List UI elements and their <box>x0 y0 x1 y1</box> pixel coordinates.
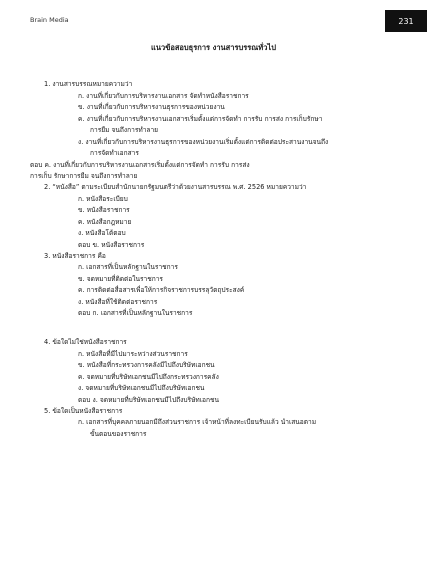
option-continuation: การยืม จนถึงการทำลาย <box>90 126 159 134</box>
question-5: 5. ข้อใดเป็นหนังสือราชการ <box>44 406 123 415</box>
page-title: แนวข้อสอบธุรการ งานสารบรรณทั่วไป <box>151 43 276 52</box>
question-list <box>30 78 394 439</box>
answer: ตอบ ง. จดหมายที่บริษัทเอกชนมีไปถึงบริษัทเอกชน <box>78 395 219 404</box>
option-continuation: ขั้นตอนของราชการ <box>90 429 147 438</box>
question-1: 1. งานสารบรรณหมายความว่า <box>44 80 133 88</box>
answer: ตอบ ค. งานที่เกี่ยวกับการบริหารงานเอกสารเริ่มตั้งแต่การจัดทำ การรับ การส่ง <box>30 160 250 169</box>
brand-header: Brain Media <box>30 16 69 24</box>
option: ง. หนังสือโต้ตอบ <box>78 229 126 237</box>
option-continuation: การจัดทำเอกสาร <box>90 149 139 157</box>
option: ง. งานที่เกี่ยวกับการบริหารงานธุรการของหน่วยงานเริ่มตั้งแต่การติดต่อประสานงานจนถึง <box>78 137 329 146</box>
option: ก. เอกสารที่เป็นหลักฐานในราชการ <box>78 263 178 271</box>
answer-continuation: การเก็บ รักษาการยืม จนถึงการทำลาย <box>30 172 138 180</box>
option: ก. งานที่เกี่ยวกับการบริหารงานเอกสาร จัดทำหนังสือราชการ <box>78 91 249 100</box>
option: ค. งานที่เกี่ยวกับการบริหารงานเอกสารเริ่มตั้งแต่การจัดทำ การรับ การส่ง การเก็บรักษา <box>78 114 323 123</box>
option: ข. หนังสือราชการ <box>78 206 130 214</box>
option: ข. งานที่เกี่ยวกับการบริหารงานธุรการของหน่วยงาน <box>78 103 225 111</box>
option: ก. หนังสือระเบียบ <box>78 194 128 203</box>
option: ค. หนังสือกฎหมาย <box>78 217 132 226</box>
option: ก. เอกสารที่บุคคลภายนอกมีถึงส่วนราชการ เจ้าหน้าที่ลงทะเบียนรับแล้ว นำเสนอตาม <box>78 418 317 426</box>
option: ง. หนังสือที่ใช้ติดต่อราชการ <box>78 297 158 306</box>
answer: ตอบ ก. เอกสารที่เป็นหลักฐานในราชการ <box>78 309 193 317</box>
option: ข. หนังสือที่กระทรวงการคลังมีไปถึงบริษัทเอกชน <box>78 361 215 369</box>
option: ค. จดหมายที่บริษัทเอกชนมีไปถึงกระทรวงการคลัง <box>78 372 219 381</box>
spacer <box>44 318 394 336</box>
question-4: 4. ข้อใดไม่ใช่หนังสือราชการ <box>44 338 127 346</box>
question-2: 2. “หนังสือ” ตามระเบียบสำนักนายกรัฐมนตรีว่าด้วยงานสารบรรณ พ.ศ. 2526 หมายความว่า <box>44 183 307 191</box>
option: ค. การติดต่อสื่อสารเพื่อให้การกิจราชการบรรลุวัตถุประสงค์ <box>78 286 245 294</box>
option: ก. หนังสือที่มีไปมาระหว่างส่วนราชการ <box>78 349 188 358</box>
answer: ตอบ ข. หนังสือราชการ <box>78 240 145 249</box>
page-number: 231 <box>385 10 427 32</box>
option: ข. จดหมายที่ติดต่อในราชการ <box>78 274 163 283</box>
question-3: 3. หนังสือราชการ คือ <box>44 251 106 260</box>
option: ง. จดหมายที่บริษัทเอกชนมีไปถึงบริษัทเอกชน <box>78 384 205 392</box>
